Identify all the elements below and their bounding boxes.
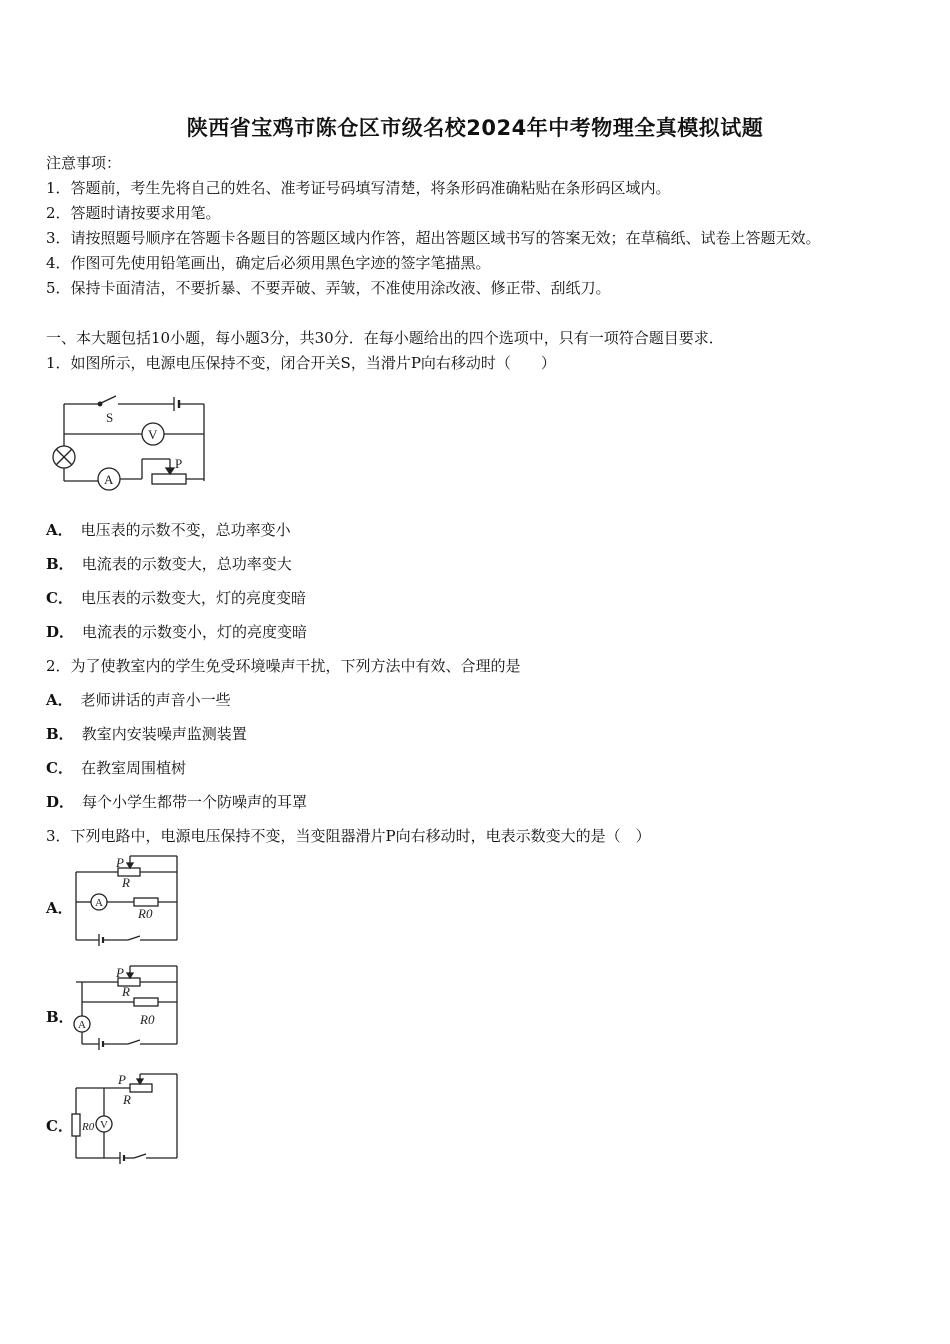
option-text: 电流表的示数变小，灯的亮度变暗 (82, 623, 308, 641)
option-letter: D． (46, 623, 75, 641)
section-heading: 一、本大题包括10小题，每小题3分，共30分．在每小题给出的四个选项中，只有一项符合题目要求． (46, 329, 724, 347)
notice-item: 2．答题时请按要求用笔。 (46, 204, 221, 222)
slider-label: P (116, 965, 124, 980)
notice-item: 3．请按照题号顺序在答题卡各题目的答题区域内作答，超出答题区域书写的答案无效；在草稿纸、试卷上答题无效。 (46, 229, 821, 247)
rheostat-label: R (123, 1092, 131, 1107)
option-letter: B． (46, 725, 74, 743)
meter-label: V (100, 1119, 108, 1131)
q2-option-b[interactable] (46, 723, 247, 744)
notice-item: 4．作图可先使用铅笔画出，确定后必须用黑色字迹的签字笔描黑。 (46, 254, 491, 272)
question-2-stem: 2．为了使教室内的学生免受环境噪声干扰，下列方法中有效、合理的是 (46, 657, 521, 675)
q1-option-b[interactable] (46, 553, 292, 574)
q3-option-c-circuit (70, 1072, 185, 1167)
notice-heading: 注意事项： (46, 154, 122, 172)
resistor-label: R0 (138, 906, 153, 921)
resistor-label: R0 (82, 1121, 95, 1133)
q3-option-b-circuit (70, 962, 185, 1057)
slider-label: P (116, 855, 124, 870)
option-letter: A． (46, 899, 73, 917)
option-letter: C． (46, 759, 73, 777)
switch-label: S (106, 410, 114, 425)
notice-item: 1．答题前，考生先将自己的姓名、准考证号码填写清楚，将条形码准确粘贴在条形码区域内。 (46, 179, 671, 197)
q1-option-d[interactable] (46, 621, 307, 642)
q2-option-c[interactable] (46, 757, 186, 778)
question-3-stem: 3．下列电路中，电源电压保持不变，当变阻器滑片P向右移动时，电表示数变大的是（ ） (46, 827, 651, 845)
option-text: 老师讲话的声音小一些 (80, 691, 231, 709)
option-text: 教室内安装噪声监测装置 (81, 725, 247, 743)
option-text: 每个小学生都带一个防噪声的耳罩 (82, 793, 308, 811)
voltmeter-label: V (148, 427, 158, 442)
option-letter: A． (46, 691, 73, 709)
notice-item: 5．保持卡面清洁，不要折暴、不要弄破、弄皱，不准使用涂改液、修正带、刮纸刀。 (46, 279, 611, 297)
option-letter: B． (46, 555, 74, 573)
option-text: 电压表的示数变大，灯的亮度变暗 (80, 589, 306, 607)
option-letter: C． (46, 589, 73, 607)
rheostat-label: R (122, 875, 130, 890)
ammeter-label: A (104, 472, 114, 487)
q3-option-a-circuit (70, 852, 185, 947)
option-text: 在教室周围植树 (80, 759, 186, 777)
question-1-circuit-diagram (40, 390, 220, 500)
slider-label: P (175, 456, 183, 471)
option-letter: C． (46, 1117, 73, 1135)
option-text: 电流表的示数变大，总功率变大 (81, 555, 292, 573)
question-1-stem: 1．如图所示，电源电压保持不变，闭合开关S，当滑片P向右移动时（ ） (46, 354, 556, 372)
option-text: 电压表的示数不变，总功率变小 (80, 521, 291, 539)
q2-option-d[interactable] (46, 791, 307, 812)
q1-option-a[interactable] (46, 519, 291, 540)
option-letter: D． (46, 793, 75, 811)
q2-option-a[interactable] (46, 689, 231, 710)
meter-label: A (95, 897, 103, 909)
option-letter: A． (46, 521, 73, 539)
option-letter: B． (46, 1008, 74, 1026)
rheostat-label: R (122, 984, 130, 999)
slider-label: P (118, 1072, 126, 1087)
meter-label: A (78, 1019, 86, 1031)
resistor-label: R0 (140, 1012, 155, 1027)
q1-option-c[interactable] (46, 587, 306, 608)
page-title: 陕西省宝鸡市陈仓区市级名校2024年中考物理全真模拟试题 (186, 116, 764, 140)
